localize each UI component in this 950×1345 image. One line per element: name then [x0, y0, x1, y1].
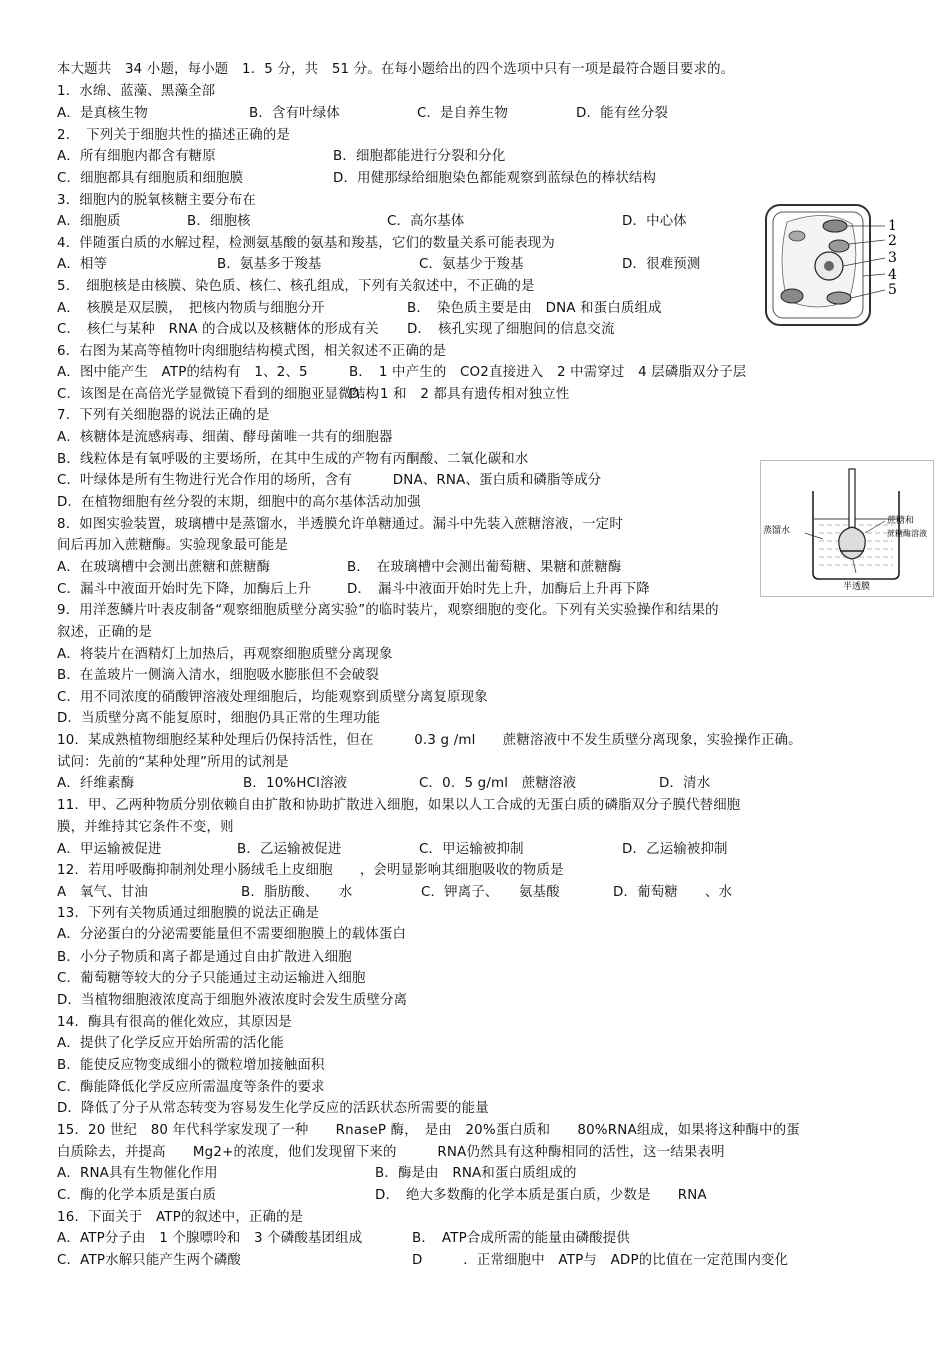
- option-b: B．酶是由 RNA和蛋白质组成的: [375, 1166, 577, 1181]
- cell-label-1: 1: [888, 218, 897, 234]
- question-stem-text: 7．下列有关细胞器的说法正确的是: [57, 408, 270, 423]
- option-c: C．酶的化学本质是蛋白质: [57, 1188, 217, 1203]
- option-a: A．纤维素酶: [57, 776, 135, 791]
- question-stem-text: 8．如图实验装置，玻璃槽中是蒸馏水，半透膜允许单糖通过。漏斗中先装入蔗糖溶液，一定时: [57, 517, 623, 532]
- option-b: B．10%HCl溶液: [243, 776, 348, 791]
- option-c: C．漏斗中液面开始时先下降，加酶后上升: [57, 582, 312, 597]
- option-c: C．用不同浓度的硝酸钾溶液处理细胞后，均能观察到质壁分离复原现象: [57, 690, 488, 705]
- question-stem-text: 10．某成熟植物细胞经某种处理后仍保持活性，但在 0.3 g /ml 蔗糖溶液中不发生质壁分离现象，实验操作正确。: [57, 733, 802, 748]
- option-d: D． 核孔实现了细胞间的信息交流: [407, 322, 615, 337]
- option-b: B． 染色质主要是由 DNA 和蛋白质组成: [407, 301, 662, 316]
- option-c: C．葡萄糖等较大的分子只能通过主动运输进入细胞: [57, 971, 366, 986]
- osmosis-apparatus-figure: [760, 460, 934, 597]
- option-d: D．用健那绿给细胞染色都能观察到蓝绿色的棒状结构: [333, 171, 657, 186]
- option-d: D．在植物细胞有丝分裂的末期，细胞中的高尔基体活动加强: [57, 495, 421, 510]
- option-d: D．清水: [659, 776, 711, 791]
- option-c: C．细胞都具有细胞质和细胞膜: [57, 171, 244, 186]
- option-a: A．是真核生物: [57, 106, 148, 121]
- question-stem-text: 间后再加入蔗糖酶。实验现象最可能是: [57, 538, 289, 553]
- cell-label-2: 2: [888, 233, 897, 249]
- osmosis-apparatus-diagram: [761, 461, 933, 596]
- option-a: A．核糖体是流感病毒、细菌、酵母菌唯一共有的细胞器: [57, 430, 393, 445]
- option-c: C．0．5 g/ml 蔗糖溶液: [419, 776, 577, 791]
- question-stem-text: 13．下列有关物质通过细胞膜的说法正确是: [57, 906, 320, 921]
- option-a: A．RNA具有生物催化作用: [57, 1166, 218, 1181]
- question-stem-text: 3．细胞内的脱氧核糖主要分布在: [57, 193, 256, 208]
- option-a: A 氧气、甘油: [57, 885, 148, 900]
- option-d: D． 1 和 2 都具有遗传相对独立性: [349, 387, 570, 402]
- cell-label-4: 4: [888, 267, 897, 283]
- question-stem-text: 14．酶具有很高的催化效应，其原因是: [57, 1015, 292, 1030]
- option-a: A．甲运输被促进: [57, 842, 162, 857]
- option-d: D．很难预测: [622, 257, 701, 272]
- option-c: C．钾离子、 氨基酸: [421, 885, 560, 900]
- option-a: A．细胞质: [57, 214, 121, 229]
- option-a: A．图中能产生 ATP的结构有 1、2、5: [57, 365, 308, 380]
- option-d: D．乙运输被抑制: [622, 842, 728, 857]
- option-c: C．酶能降低化学反应所需温度等条件的要求: [57, 1080, 325, 1095]
- option-d: D．降低了分子从常态转变为容易发生化学反应的活跃状态所需要的能量: [57, 1101, 489, 1116]
- instructions-text: 本大题共 34 小题，每小题 1．5 分，共 51 分。在每小题给出的四个选项中只有一项是最符合题目要求的。: [57, 62, 735, 77]
- option-b: B．线粒体是有氧呼吸的主要场所，在其中生成的产物有丙酮酸、二氧化碳和水: [57, 452, 529, 467]
- option-d: D．能有丝分裂: [576, 106, 669, 121]
- option-a: A． 核膜是双层膜， 把核内物质与细胞分开: [57, 301, 325, 316]
- option-b: B．乙运输被促进: [237, 842, 342, 857]
- option-b: B．能使反应物变成细小的微粒增加接触面积: [57, 1058, 325, 1073]
- option-a: A．将装片在酒精灯上加热后，再观察细胞质壁分离现象: [57, 647, 393, 662]
- option-b: B． 在玻璃槽中会测出葡萄糖、果糖和蔗糖酶: [347, 560, 622, 575]
- question-stem-text: 11．甲、乙两种物质分别依赖自由扩散和协助扩散进入细胞，如果以人工合成的无蛋白质的磷脂双分子膜代替细胞: [57, 798, 741, 813]
- option-d: D．葡萄糖 、水: [613, 885, 733, 900]
- option-d: D． 绝大多数酶的化学本质是蛋白质，少数是 RNA: [375, 1188, 707, 1203]
- option-c: C．该图是在高倍光学显微镜下看到的细胞亚显微结构: [57, 387, 380, 402]
- option-b: B．含有叶绿体: [249, 106, 340, 121]
- option-a: A．所有细胞内都含有糖原: [57, 149, 216, 164]
- option-a: A．ATP分子由 1 个腺嘌呤和 3 个磷酸基团组成: [57, 1231, 363, 1246]
- question-stem-text: 9．用洋葱鳞片叶表皮制备“观察细胞质壁分离实验”的临时装片，观察细胞的变化。下列有关实验操作和结果的: [57, 603, 719, 618]
- option-d: D．当质壁分离不能复原时，细胞仍具正常的生理功能: [57, 711, 381, 726]
- option-d: D ．正常细胞中 ATP与 ADP的比值在一定范围内变化: [412, 1253, 789, 1268]
- option-c: C．叶绿体是所有生物进行光合作用的场所，含有 DNA、RNA、蛋白质和磷脂等成分: [57, 473, 602, 488]
- question-stem-text: 叙述，正确的是: [57, 625, 153, 640]
- label-sucrase-solution: 蔗糖酶溶液: [887, 529, 927, 538]
- option-b: B．氨基多于羧基: [217, 257, 322, 272]
- label-sucrose-and: 蔗糖和: [887, 516, 915, 526]
- option-d: D．当植物细胞液浓度高于细胞外液浓度时会发生质壁分离: [57, 993, 408, 1008]
- option-b: B． 1 中产生的 CO2直接进入 2 中需穿过 4 层磷脂双分子层: [349, 365, 747, 380]
- question-stem-text: 15．20 世纪 80 年代科学家发现了一种 RnaseP 酶， 是由 20%蛋白质和 80%RNA组成，如果将这种酶中的蛋: [57, 1123, 800, 1138]
- option-a: A．提供了化学反应开始所需的活化能: [57, 1036, 284, 1051]
- option-b: B．小分子物质和离子都是通过自由扩散进入细胞: [57, 950, 352, 965]
- question-stem-text: 1．水绵、蓝藻、黑藻全部: [57, 84, 216, 99]
- option-b: B．脂肪酸、 水: [241, 885, 353, 900]
- question-stem-text: 6．右图为某高等植物叶肉细胞结构模式图，相关叙述不正确的是: [57, 344, 447, 359]
- option-a: A．相等: [57, 257, 108, 272]
- question-stem-text: 4．伴随蛋白质的水解过程，检测氨基酸的氨基和羧基，它们的数量关系可能表现为: [57, 236, 555, 251]
- label-distilled-water: 蒸馏水: [763, 526, 791, 536]
- cell-label-3: 3: [888, 250, 897, 266]
- question-stem-text: 试问：先前的“某种处理”所用的试剂是: [57, 755, 289, 770]
- option-a: A．在玻璃槽中会测出蔗糖和蔗糖酶: [57, 560, 271, 575]
- option-b: B． ATP合成所需的能量由磷酸提供: [412, 1231, 630, 1246]
- option-c: C．高尔基体: [387, 214, 465, 229]
- option-b: B．细胞核: [187, 214, 251, 229]
- plant-cell-figure: [757, 200, 907, 332]
- question-stem-text: 5． 细胞核是由核膜、染色质、核仁、核孔组成，下列有关叙述中，不正确的是: [57, 279, 535, 294]
- option-b: B．在盖玻片一侧滴入清水，细胞吸水膨胀但不会破裂: [57, 668, 379, 683]
- cell-label-5: 5: [888, 282, 897, 298]
- option-c: C．甲运输被抑制: [419, 842, 524, 857]
- option-b: B．细胞都能进行分裂和分化: [333, 149, 506, 164]
- question-stem-text: 膜，并维持其它条件不变，则: [57, 820, 234, 835]
- question-stem-text: 12．若用呼吸酶抑制剂处理小肠绒毛上皮细胞 ，会明显影响其细胞吸收的物质是: [57, 863, 564, 878]
- option-c: C．氨基少于羧基: [419, 257, 524, 272]
- label-semipermeable-membrane: 半透膜: [843, 582, 871, 592]
- option-d: D． 漏斗中液面开始时先上升，加酶后上升再下降: [347, 582, 650, 597]
- option-a: A．分泌蛋白的分泌需要能量但不需要细胞膜上的载体蛋白: [57, 927, 407, 942]
- option-c: C．是自养生物: [417, 106, 509, 121]
- question-stem-text: 白质除去，并提高 Mg2+的浓度，他们发现留下来的 RNA仍然具有这种酶相同的活性，这一结果表明: [57, 1145, 725, 1160]
- option-d: D．中心体: [622, 214, 687, 229]
- plant-cell-diagram: [757, 200, 907, 332]
- option-c: C．ATP水解只能产生两个磷酸: [57, 1253, 242, 1268]
- question-stem-text: 2． 下列关于细胞共性的描述正确的是: [57, 128, 291, 143]
- question-stem-text: 16．下面关于 ATP的叙述中，正确的是: [57, 1210, 304, 1225]
- option-c: C． 核仁与某种 RNA 的合成以及核糖体的形成有关: [57, 322, 379, 337]
